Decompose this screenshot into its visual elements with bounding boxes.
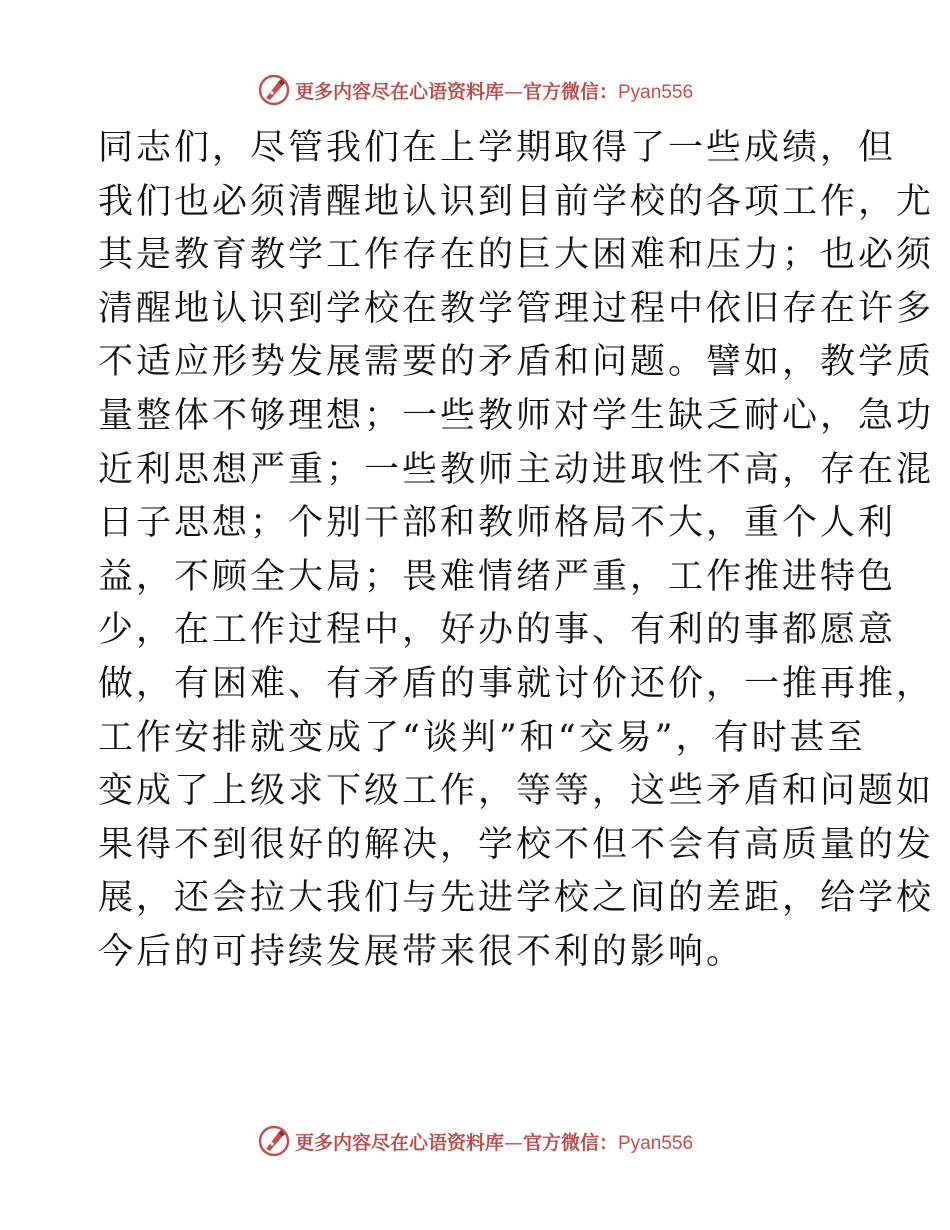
body-line: 做，有困难、有矛盾的事就讨价还价，一推再推， [98,663,935,704]
header-banner [0,70,950,110]
body-line: 我们也必须清醒地认识到目前学校的各项工作，尤 [98,181,935,222]
body-line: 展，还会拉大我们与先进学校之间的差距，给学校 [98,878,935,919]
banner-text [295,1128,693,1155]
banner-text [295,77,693,104]
body-line: 近利思想严重；一些教师主动进取性不高，存在混 [98,449,935,490]
body-line: 工作安排就变成了“谈判”和“交易”，有时甚至 [98,717,866,758]
body-line: 果得不到很好的解决，学校不但不会有高质量的发 [98,824,935,865]
body-line: 益，不顾全大局；畏难情绪严重，工作推进特色 [98,556,897,597]
body-line: 不适应形势发展需要的矛盾和问题。譬如，教学质 [98,342,935,383]
banner-wechat-id: Pyan556 [618,1132,694,1154]
banner-wechat-label: 官方微信： [522,80,618,103]
banner-site-name: 更多内容尽在心语资料库 [294,1131,504,1154]
banner-dash: — [503,1131,523,1154]
pen-nib-logo-icon [257,1124,291,1158]
document-body [98,122,935,980]
banner-site-name: 更多内容尽在心语资料库 [294,80,504,103]
pen-nib-logo-icon [257,73,291,107]
body-line: 少，在工作过程中，好办的事、有利的事都愿意 [98,610,897,651]
banner-dash: — [503,80,523,103]
body-line: 日子思想；个别干部和教师格局不大，重个人利 [98,503,897,544]
body-line: 量整体不够理想；一些教师对学生缺乏耐心，急功 [98,395,935,436]
banner-wechat-id: Pyan556 [618,81,694,103]
body-line: 变成了上级求下级工作，等等，这些矛盾和问题如 [98,771,935,812]
body-line: 今后的可持续发展带来很不利的影响。 [98,931,745,972]
body-line: 清醒地认识到学校在教学管理过程中依旧存在许多 [98,288,935,329]
footer-banner [0,1121,950,1161]
body-line: 其是教育教学工作存在的巨大困难和压力；也必须 [98,235,935,276]
banner-wechat-label: 官方微信： [522,1131,618,1154]
body-line: 同志们，尽管我们在上学期取得了一些成绩，但 [98,128,897,168]
